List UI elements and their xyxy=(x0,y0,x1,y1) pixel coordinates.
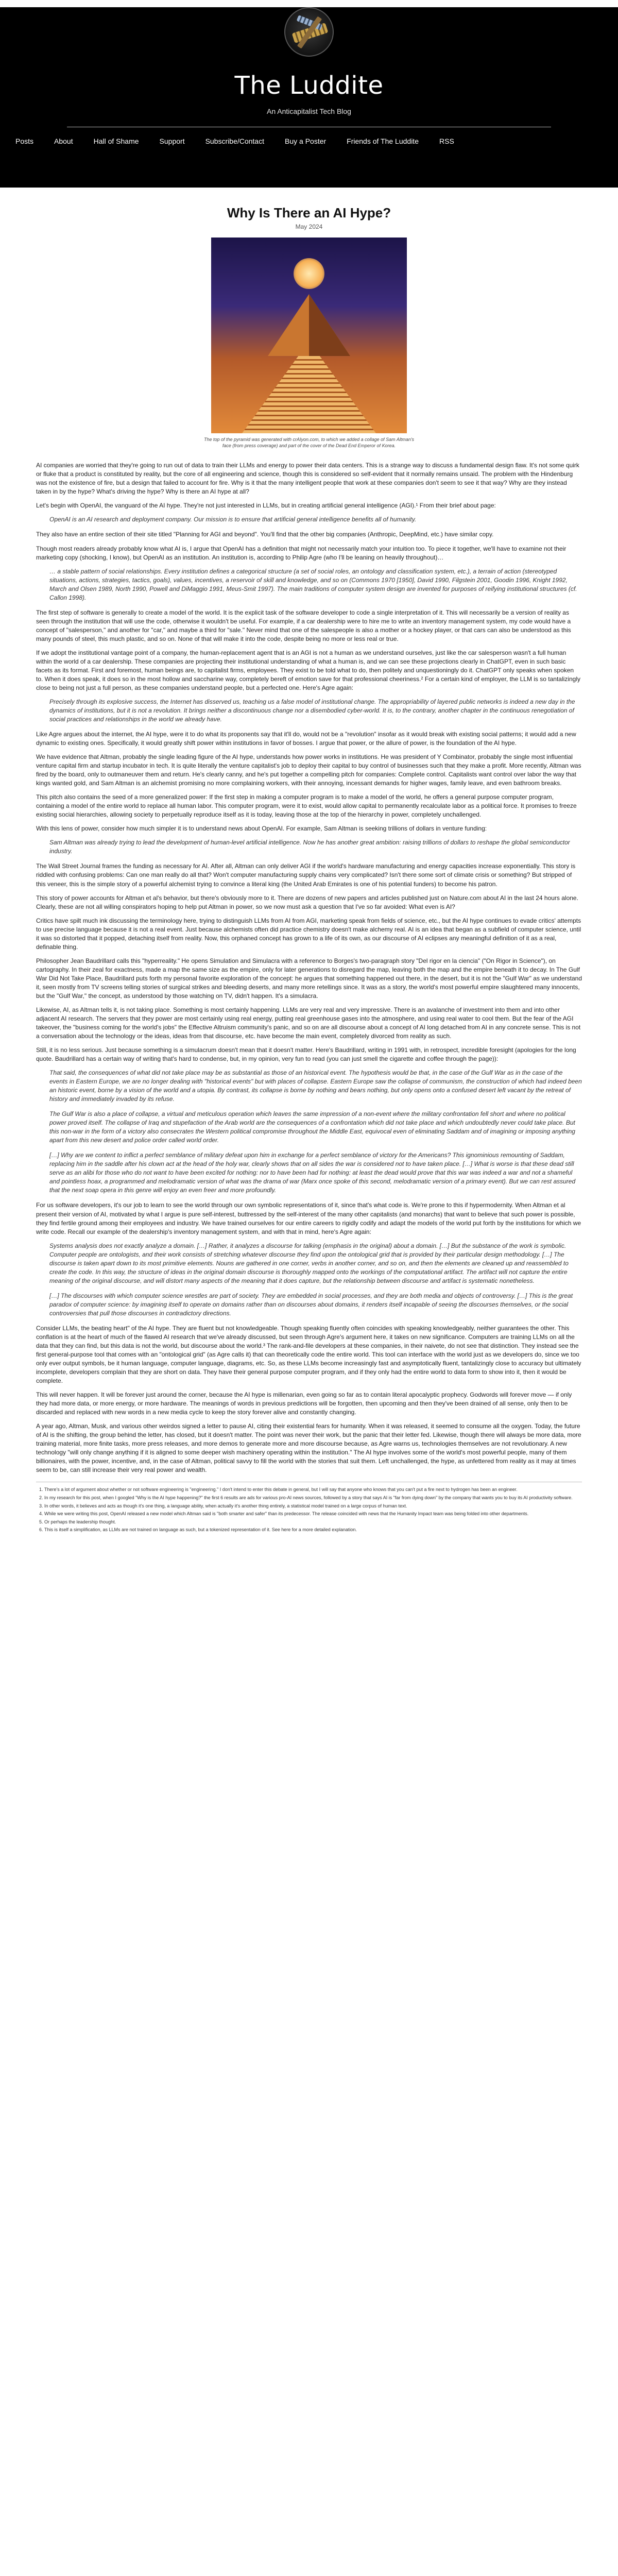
quote-text: Precisely through its explosive success, the Internet has disserved us, teaching us a false model of institutional change. The appropriability of layered public networks is indeed a new day in the dynamics of institutions, but it is not a revolution. It brings neither a discontinuous change nor a disembodied cyber-world. It is, to the contrary, another chapter in the continuous renegotiation of social practices and relationships in the world we already have. xyxy=(49,698,575,723)
sun-shape xyxy=(294,258,324,289)
body-paragraph: This story of power accounts for Altman et al's behavior, but there's obviously more to it. There are dozens of new papers and articles published just on Nature.com about AI in the last 24 hours alone. Clearly, these are not all willing conspirators hoping to help put Altman in power, so we now must ask a question that I've so far avoided: What even is AI? xyxy=(36,894,578,910)
footnote-item: 1. There's a lot of argument about whether or not software engineering is "engineering." I don't intend to enter this debate in general, but I will say that anyone who knows that you can't put a fire next to hydrogen has been an engineer. xyxy=(44,1486,582,1493)
nav-rss[interactable]: RSS xyxy=(439,137,454,145)
body-paragraph: With this lens of power, consider how much simpler it is to understand news about OpenAI. For example, Sam Altman is seeking trillions of dollars in venture funding: xyxy=(36,825,487,833)
block-quote xyxy=(49,515,582,524)
footnote-item: 3. In other words, it believes and acts as though it's one thing, a language ability, when actually it's another thing entirely, a statistical model trained on a large corpus of human text. xyxy=(44,1503,582,1510)
block-quote xyxy=(49,1110,582,1145)
main-nav xyxy=(15,137,454,145)
quote-text: OpenAI is an AI research and deployment company. Our mission is to ensure that artificial general intelligence benefits all of humanity. xyxy=(49,516,417,523)
article xyxy=(36,188,582,1533)
site-header xyxy=(0,7,618,188)
block-quote xyxy=(49,567,582,602)
pyramid-shadow xyxy=(309,294,350,356)
body-paragraph: The Wall Street Journal frames the funding as necessary for AI. After all, Altman can only deliver AGI if the world's hardware manufacturing and energy capacities increase exponentially. This story is riddled with confusing problems: Can one man really do all that? Won't computer manufacturing supply chains very complicated? Isn't there some sort of climate crisis or something? But stripped of this veneer, this is the simple story of a powerful alchemist trying to convince a literal king (the United Arab Emirates is one of his potential funders) to become his patron. xyxy=(36,862,576,888)
footnote-item: 4. While we were writing this post, OpenAI released a new model which Altman said is "both smarter and safer" than its predecessor. The release coincided with news that the Humanity Impact team was being folded into other departments. xyxy=(44,1511,582,1517)
nav-support[interactable]: Support xyxy=(159,137,185,145)
footnote-list xyxy=(36,1486,582,1533)
quote-text: Systems analysis does not exactly analyze a domain. […] Rather, it analyzes a discourse for talking (emphasis in the original) about a domain. […] But the substance of the work is symbolic. Computer people are ontologists, and their work consists of stretching whatever discourse they find upon the ontological grid that is provided by their particular design methodology. […] The discourse is taken apart down to its most primitive elements. Nouns are gathered in one corner, verbs in another corner, and so on, and then the elements are cleaned up and reassembled to create the code. In this way, the structure of ideas in the original domain discourse is thoroughly mapped onto the workings of the computational artifact. The artifact will not capture the entire meaning of the original discourse, and will distort many aspects of the meaning that it does capture, but the relationship between discourse and artifact is systematic nonetheless. xyxy=(49,1242,569,1284)
post-date: May 2024 xyxy=(295,223,323,230)
quote-text: […] Why are we content to inflict a perfect semblance of military defeat upon him in exchange for a perfect semblance of victory for the Americans? This ignominious remounting of Saddam, replacing him in the saddle after his clown act at the head of the holy war, clearly shows that on all sides the war is considered not to have taken place. […] What is worse is that these dead still serve as an alibi for those who do not want to have been excited for nothing: nor to have been had for nothing: at least the dead would prove that this war was indeed a war and not a shameful and pointless hoax, a programmed and melodramatic version of what was the drama of war (Marx once spoke of this second, melodramatic version of a primary event). But we can rest assured that the next soap opera in this genre will enjoy an even freer and more profoundly. xyxy=(49,1151,576,1194)
block-quote xyxy=(49,838,582,856)
body-paragraph: They also have an entire section of their site titled "Planning for AGI and beyond". You'll find that the other big companies (Anthropic, DeepMind, etc.) have similar copy. xyxy=(36,531,494,538)
body-paragraph: Consider LLMs, the beating heart" of the AI hype. They are fluent but not knowledgeable. Though speaking fluently often coincides with speaking knowledgeably, neither guarantees the other. This conflation is at the heart of much of the flawed AI research that we've already discussed, but seen through Agre's argument here, it takes on new significance. Computers are training LLMs on all the data that they can find, but this data is not the world, but discourse about the world.³ The rank-and-file developers at these companies, in their naivete, do not see that distinction. They instead see the first general-purpose tool that comes with an "ontological grid" (as Agre calls it) that can theoretically code the entire world. This tool can interface with the world just as we developers do, since we too only ever output symbols, be it human language, computer language, diagrams, etc. So, as these LLMs become increasingly fast and asymptotically fluent, tantalizingly close to accuracy but ultimately incomplete, developers complain that they are short on data. They have their general purpose computer program, and if they only had the entire world to data form to show into it, then it would be complete. xyxy=(36,1324,581,1385)
hero-image xyxy=(211,238,407,433)
nav-buy-a-poster[interactable]: Buy a Poster xyxy=(285,137,327,145)
block-quote xyxy=(49,1151,582,1195)
quote-text: The Gulf War is also a place of collapse, a virtual and meticulous operation which leaves the same impression of a non-event where the military confrontation fell short and where no political power proved itself. The collapse of Iraq and stupefaction of the Arab world are the consequences of a confrontation which did not take place and which undoubtedly never could take place. But this non-war in the form of a victory also consecrates the Western political compromise throughout the Middle East, equivocal even of eliminating Saddam and of imagining or imposing anything apart from this new desert and police order called world order. xyxy=(49,1110,575,1144)
body-paragraph: The first step of software is generally to create a model of the world. It is the explicit task of the software developer to code a single interpretation of it. This will necessarily be a version of reality as seen through the institution that will use the code, otherwise it wouldn't be useful. For example, if a car dealership were to hire me to write an inventory management system, my code would have a concept of "salesperson," and another for "car," and maybe a third for "sale." Never mind that one of the salespeople is also a mother or a hockey player, or that cars can also be understood as this many pounds of steel, this much plastic, and so on. None of that will make it into the code, despite being no more or less real or true. xyxy=(36,608,571,642)
body-paragraph: We have evidence that Altman, probably the single leading figure of the AI hype, understands how power works in institutions. He was president of Y Combinator, probably the single most influential venture capital firm and startup incubator in tech. It is quite literally the venture capitalist's job to deploy their capital to buy control of businesses such that they make a profit. More recently, Altman was fired by the board, only to outmaneuver them and return. He's clearly canny, and he's put together a compelling pitch for companies: Complete control. Capitalists want control over labor the way that kings wanted gold, and Sam Altman is an alchemist promising no more complaining workers, with their annoying, incessant demands for higher wages, family leave, and even bathroom breaks. xyxy=(36,753,581,787)
quote-text: […] The discourses with which computer science wrestles are part of society. They are embedded in social processes, and they are both media and objects of controversy. […] This is the great paradox of computer science: by imagining itself to operate on domains rather than on discourses about domains, it renders itself incapable of seeing the discourses themselves, or the social controversies that pull those discourses in contradictory directions. xyxy=(49,1292,573,1317)
body-paragraph: If we adopt the institutional vantage point of a company, the human-replacement agent that is an AGI is not a human as we understand ourselves, just like the car salesperson wasn't a full human within the world of a car dealership. These companies are projecting their institutional understanding of what a human is, and we can see these projections clearly in ChatGPT, even in such basic facets as its format. First and foremost, human beings are, to capitalist firms, employees. They exist to be told what to do, then politely and unquestioningly do it. ChatGPT only speaks when spoken to. When it does speak, it does so in the most hollow and saccharine way, completely bereft of emotion save for that professional cheeriness.² For a certain kind of employer, the LLM is so tantalizingly close to being not just a full person, as these companies understand people, but a perfected one. Here's Agre again: xyxy=(36,649,580,691)
article-body xyxy=(36,461,582,1475)
quote-text: … a stable pattern of social relationships. Every institution defines a categorical structure (a set of social roles, an ontology and classification system, etc.), a terrain of action (stereotyped situations, actions, strategies, tactics, goals), values, incentives, a reservoir of skill and knowledge, and so on (Commons 1970 [1950], David 1990, Filgstein 2001, Goodin 1996, Knight 1992, March and Olsen 1989, North 1990, Powell and DiMaggio 1991, Meus-Smit 1997). The main traditions of computer system design are invented for purposes of reifying institutional structures (cf. Callon 1998). xyxy=(49,567,577,601)
nav-subscribe-contact[interactable]: Subscribe/Contact xyxy=(205,137,264,145)
body-paragraph: Likewise, AI, as Altman tells it, is not taking place. Something is most certainly happening. LLMs are very real and very impressive. There is an avalanche of investment into them and into other adjacent AI research. The servers that they power are most certainly using real energy, putting real greenhouse gases into the atmosphere, and using real water to cool them. But the fear of the AGI takeover, the "business coming for the world's jobs" the Effective Altruism community's panic, and so on are all discourse about a concept of AI long detached from AI in any concrete sense. This is not a conversation about the technology or the ideas, ideas from that discourse, etc. have become the main event, completely divorced from reality as such. xyxy=(36,1006,581,1040)
body-paragraph: For us software developers, it's our job to learn to see the world through our own symbolic representations of it, since that's what code is. We're prone to this if hypermodernity. When Altman et al present their version of AI, motivated by what I argue is pure self-interest, buttressed by the self-interest of the many other capitalists (and monarchs) that want to believe that such power is possible, they find fertile ground among their employees and industry. We have trained ourselves for our entire careers to rigidly codify and adapt the models of the world put forth by the institutions for which we write code. Recall our example of the dealership's inventory management system, and with that in mind, here's Agre again: xyxy=(36,1201,581,1235)
nav-hall-of-shame[interactable]: Hall of Shame xyxy=(93,137,139,145)
body-paragraph: This pitch also contains the seed of a more generalized power: If the first step in making a computer program is to make a model of the world, he offers a general purpose computer program, containing a model of the entire world to replace all human labor. This computer program, were it to exist, would allow capital to permanently recalculate labor as a political force. It promises to freeze existing social hierarchies, allowing society to perpetually reproduce itself as it is today, leaving those at the top of the hierarchy in power, completely unchallenged. xyxy=(36,793,577,819)
body-paragraph: This will never happen. It will be forever just around the corner, because the AI hype is millenarian, even going so far as to contain literal apocalyptic prophecy. Godwords will forever move — if only they had more data, or more energy, or more hardware. The meanings of words in previous predictions will be forgotten, then upcoming and then they've been drained of all sense, only then to be discarded and replaced with new words in a new media cycle to keep the story forever alive and constantly changing. xyxy=(36,1391,572,1416)
site-subtitle: An Anticapitalist Tech Blog xyxy=(267,107,351,115)
block-quote xyxy=(49,1069,582,1104)
footnotes xyxy=(36,1482,582,1533)
body-paragraph: Critics have spilt much ink discussing the terminology here, trying to distinguish LLMs from AI from AGI, marketing speak from fields of science, etc., but the AI hype continues to evade critics' attempts to use precise language because it is not a real event. Just because alchemists often did practice chemistry doesn't make alchemy real. AI is an idea that began as a subfield of computer science, until it was so distorted that it popped, detaching itself from reality. Now, this orphaned concept has grown to a life of its own, as our discourse of AI eclipses any meaningful definition of it as a real, definable thing. xyxy=(36,917,581,951)
block-quote xyxy=(49,1242,582,1285)
site-title[interactable]: The Luddite xyxy=(234,71,384,100)
nav-friends[interactable]: Friends of The Luddite xyxy=(347,137,419,145)
block-quote xyxy=(49,1292,582,1318)
body-paragraph: Let's begin with OpenAI, the vanguard of the AI hype. They're not just interested in LLMs, but in creating artificial general intelligence (AGI).¹ From their brief about page: xyxy=(36,502,496,510)
block-quote xyxy=(49,698,582,724)
post-title: Why Is There an AI Hype? xyxy=(227,205,391,221)
body-paragraph: Like Agre argues about the internet, the AI hype, were it to do what its proponents say that it'll do, would not be a "revolution" insofar as it would break with existing social patterns; it would add a new dynamic to existing ones. Specifically, it would greatly shift power within institutions in favor of bosses. I argue that power, or the allure of power, is the foundation of the AI hype. xyxy=(36,731,576,747)
body-paragraph: AI companies are worried that they're going to run out of data to train their LLMs and energy to power their data centers. This is a strange way to discuss a fundamental design flaw. It's not some quirk or fluke that a product is constituted by reality, but the core of all engineering and science, though this is considered so self-evident that it normally remains unsaid. The problem with the Hindenburg was not the existence of fire, but a design that failed to account for fire. Why is it that the many intelligent people that work at these companies don't seem to see it that way? Why are they instead taken in by the hype? What's driving the hype? Why is there an AI hype at all? xyxy=(36,462,579,496)
body-paragraph: A year ago, Altman, Musk, and various other weirdos signed a letter to pause AI, citing their existential fears for humanity. When it was released, it seemed to consume all the oxygen. Today, the future of AI is the shifting, the group behind the letter, has closed, but it doesn't matter. The point was never their work, but the panic that their letter fed. Likewise, though there will always be more data, more training material, more finite tasks, more press releases, and more demos to generate more and more discourse because, as Agre warns us, technologies themselves are not revolutionary. A new technology "will only change anything if it is aligned to some deeper wish machinery operating within the institution." The AI hype involves some of the world's most powerful people, many of them billionaires, with the power, incentive, and, in the case of Altman, political savvy to fill the world with the stories that suit them. Left unchallenged, the hype, as unfettered from reality as it may at times seem to be, can still increase their very real power and wealth. xyxy=(36,1422,581,1474)
quote-text: That said, the consequences of what did not take place may be as substantial as those of an historical event. The hypothesis would be that, in the case of the Gulf War as in the case of the events in Eastern Europe, we are no longer dealing with "historical events" but with places of collapse. Eastern Europe saw the collapse of communism, the construction of which had indeed been an historic event, borne by a vision of the world and a utopia. By contrast, its collapse is borne by nothing and bears nothing, but only opens onto a confused desert left vacant by the retreat of history and immediately invaded by its refuse. xyxy=(49,1069,582,1103)
luddite-logo[interactable] xyxy=(284,7,334,57)
nav-about[interactable]: About xyxy=(54,137,73,145)
quote-text: Sam Altman was already trying to lead the development of human-level artificial intelligence. Now he has another great ambition: raising trillions of dollars to reshape the global semiconductor industry. xyxy=(49,839,570,855)
body-paragraph: Still, it is no less serious. Just because something is a simulacrum doesn't mean that it doesn't matter. Here's Baudrillard, writing in 1991 with, in retrospect, incredible foresight (apologies for the long quote. Baudrillard has a certain way of writing that's hard to condense, but, in my opinion, very fun to read (you can just smell the cigarette and coffee through the page)): xyxy=(36,1046,576,1063)
image-caption: The top of the pyramid was generated with crAIyon.com, to which we added a collage of Sam Altman's face (from press coverage) and part of the cover of the Dead End Emperor of Korea. xyxy=(203,437,415,449)
nav-posts[interactable]: Posts xyxy=(15,137,34,145)
footnote-item: 2. In my research for this post, when I googled "Why is the AI hype happening?" the first 6 results are ads for various pro-AI news sources, followed by a story that says AI is "far from dying down" by the company that wants you to buy its AI productivity software. xyxy=(44,1495,582,1501)
pyramid-steps xyxy=(242,356,376,433)
footnote-item: 5. Or perhaps the leadership thought. xyxy=(44,1519,582,1526)
body-paragraph: Though most readers already probably know what AI is, I argue that OpenAI has a definition that might not necessarily match your intuition too. To piece it together, we'll have to examine not their marketing copy (shocking, I know), but OpenAI as an institution. An institution is, according to Philip Agre (who I'll be leaning on heavily throughout)… xyxy=(36,545,566,561)
footnote-item: 6. This is itself a simplification, as LLMs are not trained on language as such, but a tokenized representation of it. See here for a more detailed explanation. xyxy=(44,1527,582,1533)
body-paragraph: Philosopher Jean Baudrillard calls this "hyperreality." He opens Simulation and Simulacra with a reference to Borges's two-paragraph story "Del rigor en la ciencia" ("On Rigor in Science"), on cartography. In their zeal for exactness, made a map the same size as the empire, only for later generations to disregard the map, leaving both the map and the empire beneath it to decay. In The Gulf War Did Not Take Place, Baudrillard puts forth my personal favorite exploration of the concept: he argues that something happened out there, in the desert, but it is not the "Gulf War" as we understand it, seen mostly from TV screens telling stories of surgical strikes and bleeding deserts, and many more retellings since. It was as a story, the world's most powerful empire slaughtered many innocents, but the "Gulf War," the concept, as understood by those watching on TV, didn't happen. It's a simulacra. xyxy=(36,957,582,999)
